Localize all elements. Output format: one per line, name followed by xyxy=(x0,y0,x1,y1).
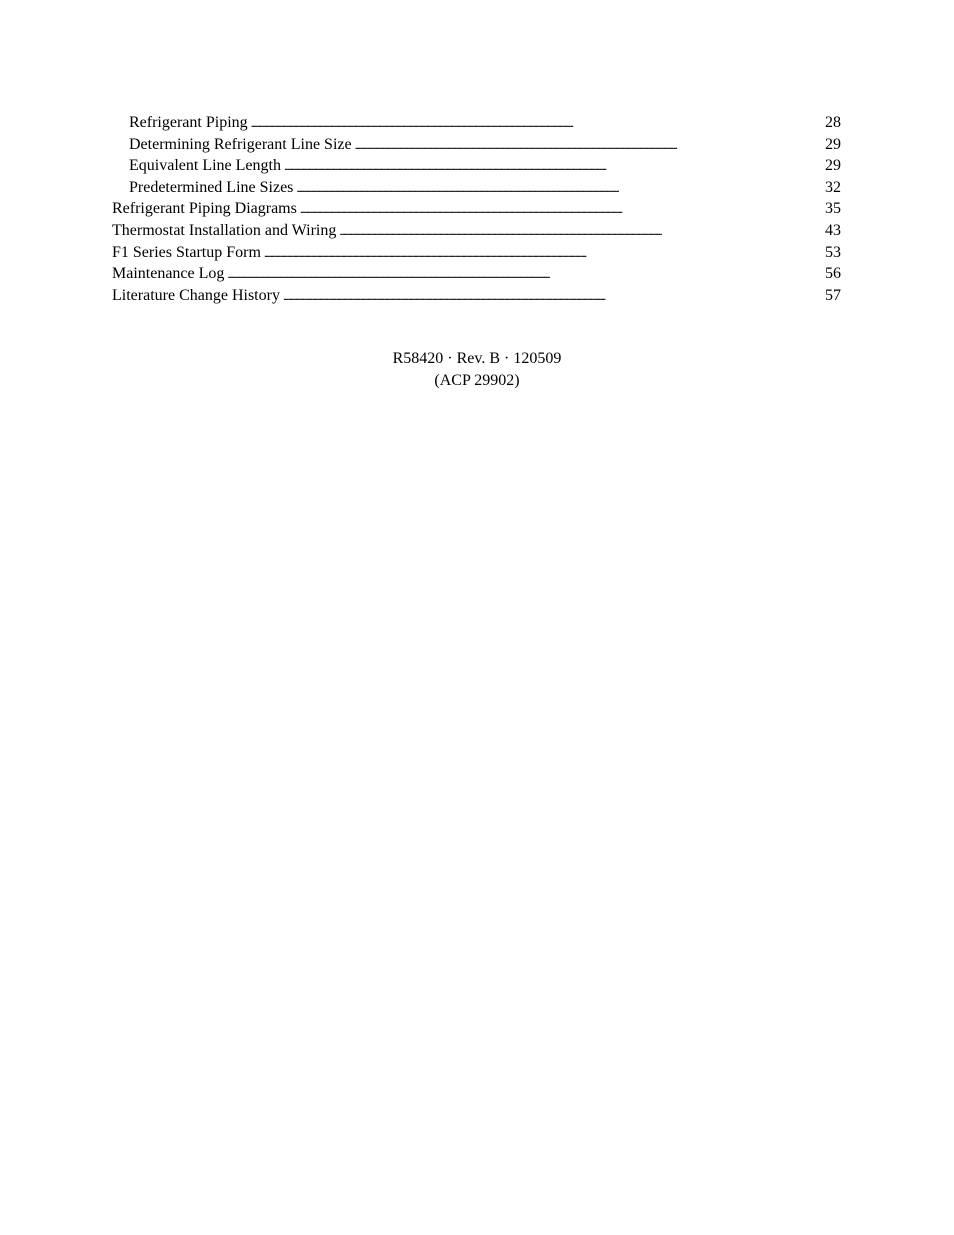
toc-entry-thermostat-installation-and-wiring[interactable] xyxy=(112,220,841,242)
document-identifier xyxy=(0,348,954,391)
toc-entry-title: Refrigerant Piping Diagrams xyxy=(112,200,297,218)
toc-entry-page: 57 xyxy=(825,286,841,304)
toc-entry-page: 28 xyxy=(825,114,841,131)
toc-leader-dots xyxy=(284,156,823,178)
toc-entry-literature-change-history[interactable] xyxy=(112,285,841,307)
toc-entry-page: 53 xyxy=(825,243,841,261)
toc-entry-page: 43 xyxy=(825,221,841,239)
toc-entry-page: 32 xyxy=(825,178,841,196)
toc-entry-equivalent-line-length[interactable] xyxy=(112,155,841,177)
toc-leader-dots xyxy=(296,178,823,200)
toc-entry-maintenance-log[interactable] xyxy=(112,263,841,285)
document-number: R58420 · Rev. B · 120509 xyxy=(392,350,562,367)
toc-entry-page: 29 xyxy=(825,157,841,175)
toc-entry-title: Literature Change History xyxy=(112,286,280,304)
toc-leader-dots xyxy=(283,286,823,308)
toc-leader-dots xyxy=(264,243,823,265)
toc-entry-page: 29 xyxy=(825,135,841,153)
toc-entry-determining-refrigerant-line-size[interactable] xyxy=(112,134,841,156)
toc-entry-title: Maintenance Log xyxy=(112,265,225,283)
toc-entry-title: F1 Series Startup Form xyxy=(112,243,261,261)
toc-entry-title: Equivalent Line Length xyxy=(129,157,281,175)
toc-entry-f1-series-startup-form[interactable] xyxy=(112,242,841,264)
toc-entry-title: Predetermined Line Sizes xyxy=(129,178,294,196)
toc-entry-title: Thermostat Installation and Wiring xyxy=(112,221,337,239)
toc-entry-page: 56 xyxy=(825,265,841,283)
toc-leader-dots xyxy=(300,199,823,221)
toc-leader-dots xyxy=(227,264,823,286)
toc-entry-page: 35 xyxy=(825,200,841,218)
toc-entry-refrigerant-piping[interactable] xyxy=(112,112,841,134)
toc-leader-dots xyxy=(355,135,823,157)
acp-number: (ACP 29902) xyxy=(434,371,520,389)
toc-leader-dots xyxy=(339,221,823,243)
toc-entry-title: Determining Refrigerant Line Size xyxy=(129,135,352,153)
toc-entry-refrigerant-piping-diagrams[interactable] xyxy=(112,198,841,220)
toc-leader-dots xyxy=(251,113,823,135)
table-of-contents xyxy=(112,112,841,306)
toc-entry-predetermined-line-sizes[interactable] xyxy=(112,177,841,199)
toc-entry-title: Refrigerant Piping xyxy=(129,114,248,131)
